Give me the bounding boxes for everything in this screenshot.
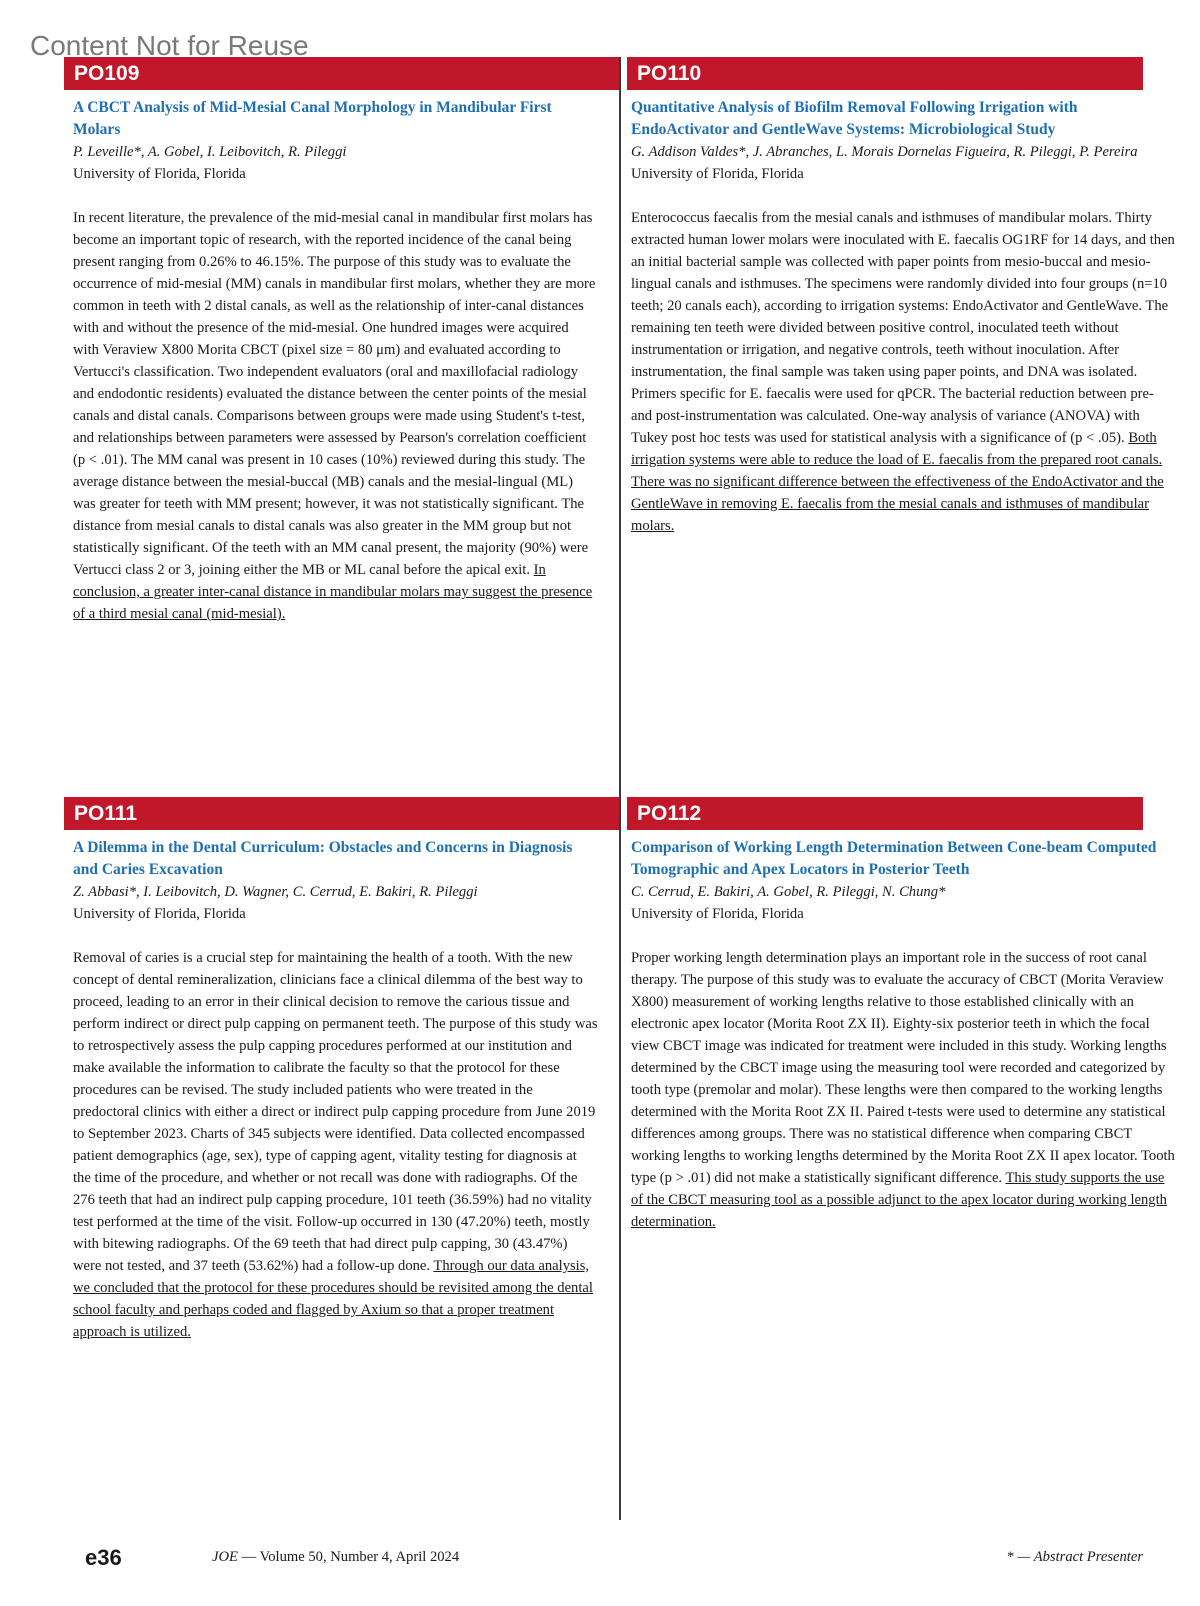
abstract-conclusion: This study supports the use of the CBCT measuring tool as a possible adjunct to the apex locator during working length determination. [631,1170,1167,1230]
abstract-po110 [631,57,1176,537]
abstract-po109 [73,57,598,625]
abstract-authors: Z. Abbasi*, I. Leibovitch, D. Wagner, C. Cerrud, E. Bakiri, R. Pileggi [73,884,478,900]
abstract-affiliation: University of Florida, Florida [73,166,246,182]
abstract-po112 [631,797,1176,1233]
abstract-authors: G. Addison Valdes*, J. Abranches, L. Morais Dornelas Figueira, R. Pileggi, P. Pereira [631,144,1138,160]
abstract-conclusion: In conclusion, a greater inter-canal distance in mandibular molars may suggest the presence of a third mesial canal (mid-mesial). [73,562,593,622]
abstract-title: A Dilemma in the Dental Curriculum: Obstacles and Concerns in Diagnosis and Caries Excavation [73,839,573,878]
abstract-authors: C. Cerrud, E. Bakiri, A. Gobel, R. Pileggi, N. Chung* [631,884,946,900]
abstract-authors: P. Leveille*, A. Gobel, I. Leibovitch, R. Pileggi [73,144,347,160]
journal-abbrev: JOE [212,1549,238,1565]
abstract-affiliation: University of Florida, Florida [631,166,804,182]
abstract-conclusion: Both irrigation systems were able to reduce the load of E. faecalis from the prepared root canals. There was no significant difference between the effectiveness of the EndoActivator and the GentleWave in removing E. faecalis from the mesial canals and isthmuses of mandibular molars. [631,430,1164,534]
presenter-note: * — Abstract Presenter [1006,1549,1143,1565]
abstract-text: In recent literature, the prevalence of the mid-mesial canal in mandibular first molars has become an important topic of research, with the reported incidence of the canal being present ranging from 0.26% to 46.15%. The purpose of this study was to evaluate the occurrence of mid-mesial (MM) canals in mandibular first molars, whether they are more common in teeth with 2 distal canals, as well as the relationship of inter-canal distances with and without the presence of the mid-mesial. One hundred images were acquired with Veraview X800 Morita CBCT (pixel size = 80 μm) and evaluated according to Vertucci's classification. Two independent evaluators (oral and maxillofacial radiology and endodontic residents) evaluated the distance between the center points of the mesial canals and distal canals. Comparisons between groups were made using Student's t-test, and relationships between parameters were assessed by Pearson's correlation coefficient (p < .01). The MM canal was present in 10 cases (10%) reviewed during this study. The average distance between the mesial-buccal (MB) canals and the mesial-lingual (ML) was greater for teeth with MM present; however, it was not statistically significant. The distance from mesial canals to distal canals was also greater in the MM group but not statistically significant. Of the teeth with an MM canal present, the majority (90%) were Vertucci class 2 or 3, joining either the MB or ML canal before the apical exit. [73,210,596,578]
watermark: Content Not for Reuse [30,30,309,61]
abstract-body [631,207,1176,537]
abstract-conclusion: Through our data analysis, we concluded that the protocol for these procedures should be revisited among the dental school faculty and perhaps coded and flagged by Axium so that a proper treatment approach is utilized. [73,1258,593,1340]
abstract-affiliation: University of Florida, Florida [73,906,246,922]
page-footer [0,1545,1200,1575]
abstract-id-bar: PO112 [627,797,1143,830]
journal-citation [212,1549,459,1566]
abstract-affiliation: University of Florida, Florida [631,906,804,922]
abstract-title: Comparison of Working Length Determination Between Cone-beam Computed Tomographic and Apex Locators in Posterior Teeth [631,839,1157,878]
journal-issue: — Volume 50, Number 4, April 2024 [237,1549,460,1565]
abstract-text: Removal of caries is a crucial step for maintaining the health of a tooth. With the new concept of dental remineralization, clinicians face a clinical dilemma of the best way to proceed, leading to an error in their clinical decision to remove the carious tissue and perform indirect or direct pulp capping on permanent teeth. The purpose of this study was to retrospectively assess the pulp capping procedures performed at our institution and make available the information to calibrate the faculty so that the protocol for these procedures can be revised. The study included patients who were treated in the predoctoral clinics with either a direct or indirect pulp capping procedure from June 2019 to September 2023. Charts of 345 subjects were identified. Data collected encompassed patient demographics (age, sex), type of capping agent, vitality testing for diagnosis at the time of the procedure, and whether or not recall was done with radiographs. Of the 276 teeth that had an indirect pulp capping procedure, 101 teeth (36.59%) had no vitality test performed at the time of the visit. Follow-up occurred in 130 (47.20%) teeth, mostly with bitewing radiographs. Of the 69 teeth that had direct pulp capping, 30 (43.47%) were not tested, and 37 teeth (53.62%) had a follow-up done. [73,950,598,1274]
abstract-body [631,947,1176,1233]
abstract-id-bar: PO109 [64,57,619,90]
abstract-title: A CBCT Analysis of Mid-Mesial Canal Morphology in Mandibular First Molars [73,99,552,138]
column-divider [619,57,621,1520]
page-number: e36 [85,1545,122,1570]
abstract-id-bar: PO110 [627,57,1143,90]
abstract-title: Quantitative Analysis of Biofilm Removal Following Irrigation with EndoActivator and GentleWave Systems: Microbiological Study [631,99,1078,138]
abstract-text: Enterococcus faecalis from the mesial canals and isthmuses of mandibular molars. Thirty extracted human lower molars were inoculated with E. faecalis OG1RF for 14 days, and then an initial bacterial sample was collected with paper points from mesio-buccal and mesio-lingual canals and isthmuses. The specimens were randomly divided into four groups (n=10 teeth; 20 canals each), according to irrigation systems: EndoActivator and GentleWave. The remaining ten teeth were divided between positive control, inoculated teeth without instrumentation or irrigation, and negative controls, teeth without inoculation. After instrumentation, the final sample was taken using paper points, and DNA was isolated. Primers specific for E. faecalis were used for qPCR. The bacterial reduction between pre- and post-instrumentation was calculated. One-way analysis of variance (ANOVA) with Tukey post hoc tests was used for statistical analysis with a significance of (p < .05). [631,210,1175,446]
abstract-body [73,947,598,1343]
abstract-body [73,207,598,625]
abstract-po111 [73,797,598,1343]
abstract-text: Proper working length determination plays an important role in the success of root canal therapy. The purpose of this study was to evaluate the accuracy of CBCT (Morita Veraview X800) measurement of working lengths relative to those established clinically with an electronic apex locator (Morita Root ZX II). Eighty-six posterior teeth in which the focal view CBCT image was indicated for treatment were included in this study. Working lengths determined by the CBCT image using the measuring tool were recorded and categorized by tooth type (premolar and molar). These lengths were then compared to the working lengths determined with the Morita Root ZX II. Paired t-tests were used to determine any statistical differences among groups. There was no statistical difference when comparing CBCT working lengths to working lengths determined by the Morita Root ZX II apex locator. Tooth type (p > .01) did not make a statistically significant difference. [631,950,1175,1186]
abstract-id-bar: PO111 [64,797,619,830]
